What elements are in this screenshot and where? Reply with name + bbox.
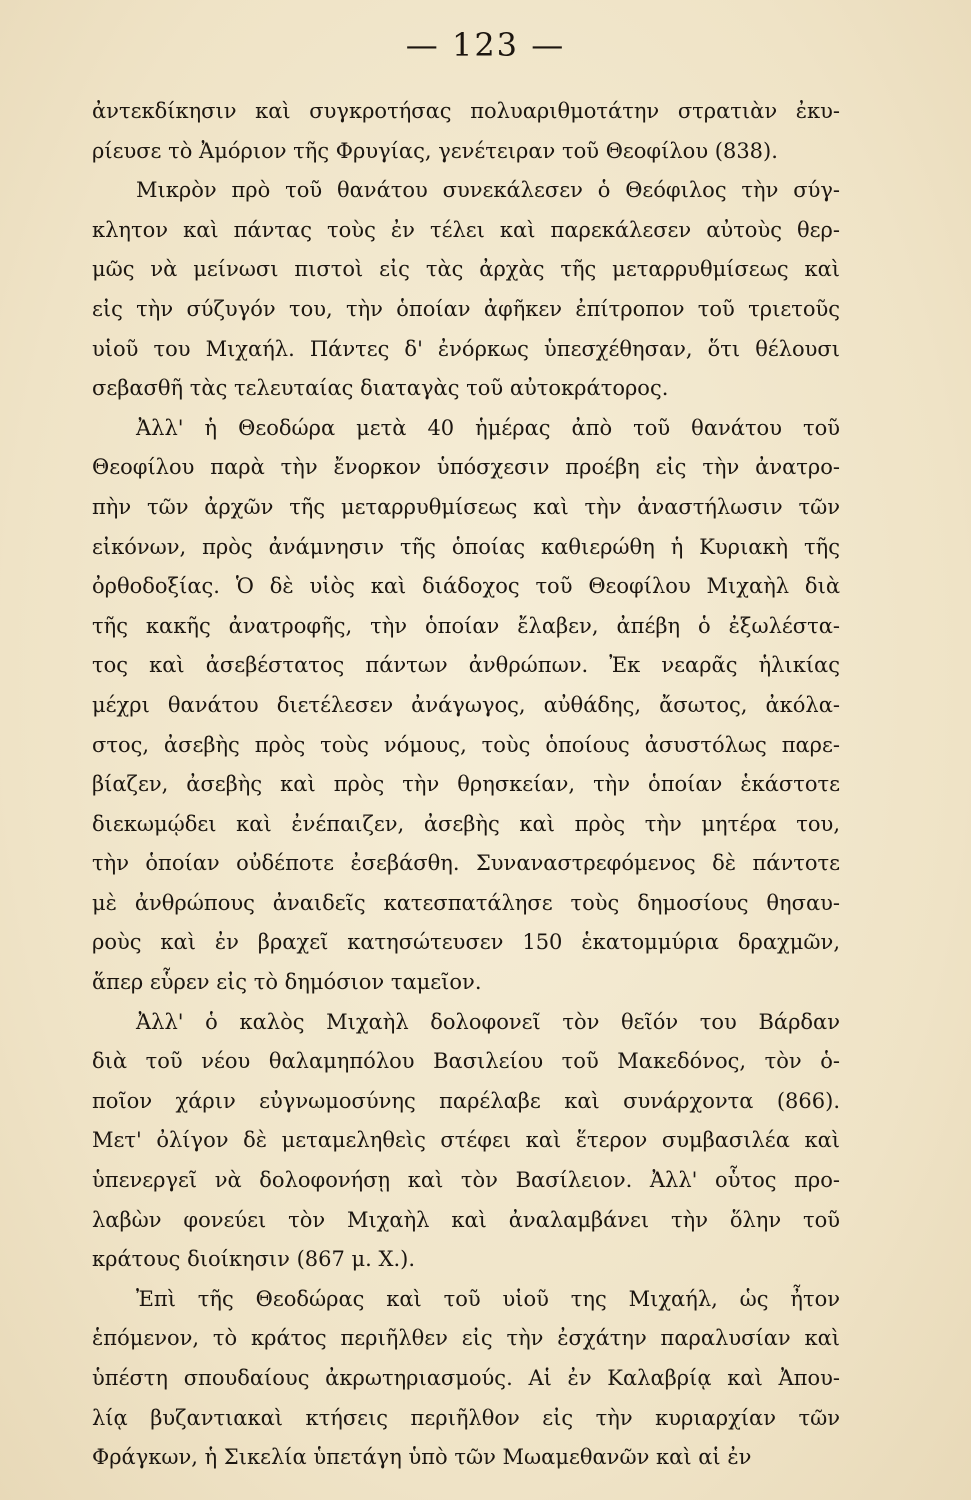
text-line: ὀρθοδοξίας. Ὁ δὲ υἱὸς καὶ διάδοχος τοῦ Θεοφίλου Μιχαὴλ διὰ <box>92 574 840 599</box>
text-line: ρίευσε τὸ Ἀμόριον τῆς Φρυγίας, γενέτειραν τοῦ Θεοφίλου (838). <box>92 138 778 163</box>
text-line: μέχρι θανάτου διετέλεσεν ἀνάγωγος, αὐθάδης, ἄσωτος, ἀκόλα- <box>92 692 840 717</box>
text-line: Ἀλλ' ὁ καλὸς Μιχαὴλ δολοφονεῖ τὸν θεῖόν του Βάρδαν <box>136 1009 840 1034</box>
page-number: — 123 — <box>405 26 566 64</box>
text-line: λαβὼν φονεύει τὸν Μιχαὴλ καὶ ἀναλαμβάνει τὴν ὅλην τοῦ <box>92 1207 840 1232</box>
text-line: σεβασθῆ τὰς τελευταίας διαταγὰς τοῦ αὐτοκράτορος. <box>92 376 669 401</box>
text-line: διὰ τοῦ νέου θαλαμηπόλου Βασιλείου τοῦ Μακεδόνος, τὸν ὁ- <box>92 1049 840 1074</box>
text-line: υἱοῦ του Μιχαήλ. Πάντες δ' ἐνόρκως ὑπεσχέθησαν, ὅτι θέλουσι <box>92 336 840 361</box>
paragraph <box>92 171 840 409</box>
text-line: μῶς νὰ μείνωσι πιστοὶ εἰς τὰς ἀρχὰς τῆς μεταρρυθμίσεως καὶ <box>92 257 840 282</box>
text-line: Ἀλλ' ἡ Θεοδώρα μετὰ 40 ἡμέρας ἀπὸ τοῦ θανάτου τοῦ <box>136 415 840 440</box>
paragraph <box>92 409 840 1003</box>
text-line: ποῖον χάριν εὐγνωμοσύνης παρέλαβε καὶ συνάρχοντα (866). <box>92 1088 840 1113</box>
text-line: λίᾳ βυζαντιακαὶ κτήσεις περιῆλθον εἰς τὴν κυριαρχίαν τῶν <box>92 1405 840 1430</box>
text-line: Ἐπὶ τῆς Θεοδώρας καὶ τοῦ υἱοῦ της Μιχαήλ, ὡς ἦτον <box>136 1286 840 1311</box>
text-line: ὑπέστη σπουδαίους ἀκρωτηριασμούς. Αἱ ἐν Καλαβρίᾳ καὶ Ἀπου- <box>92 1366 840 1390</box>
paragraph <box>92 92 840 171</box>
text-line: τῆς κακῆς ἀνατροφῆς, τὴν ὁποίαν ἔλαβεν, ἀπέβη ὁ ἐξωλέστα- <box>92 613 840 638</box>
text-line: διεκωμῴδει καὶ ἐνέπαιζεν, ἀσεβὴς καὶ πρὸς τὴν μητέρα του, <box>92 811 840 836</box>
body-text <box>92 92 840 1478</box>
text-line: βίαζεν, ἀσεβὴς καὶ πρὸς τὴν θρησκείαν, τὴν ὁποίαν ἑκάστοτε <box>92 772 840 797</box>
text-line: ἅπερ εὗρεν εἰς τὸ δημόσιον ταμεῖον. <box>92 970 482 995</box>
text-line: Φράγκων, ἡ Σικελία ὑπετάγη ὑπὸ τῶν Μωαμεθανῶν καὶ αἱ ἐν <box>92 1445 752 1470</box>
text-line: Μετ' ὀλίγον δὲ μεταμεληθεὶς στέφει καὶ ἕτερον συμβασιλέα καὶ <box>92 1128 840 1153</box>
paragraph <box>92 1003 840 1280</box>
text-line: ροὺς καὶ ἐν βραχεῖ κατησώτευσεν 150 ἑκατομμύρια δραχμῶν, <box>92 930 840 955</box>
text-line: πὴν τῶν ἀρχῶν τῆς μεταρρυθμίσεως καὶ τὴν ἀναστήλωσιν τῶν <box>92 494 840 519</box>
text-line: ἀντεκδίκησιν καὶ συγκροτήσας πολυαριθμοτάτην στρατιὰν ἐκυ- <box>92 99 840 123</box>
text-line: τος καὶ ἀσεβέστατος πάντων ἀνθρώπων. Ἐκ νεαρᾶς ἡλικίας <box>92 653 840 678</box>
paragraph <box>92 1280 840 1478</box>
text-line: ὑπενεργεῖ νὰ δολοφονήσῃ καὶ τὸν Βασίλειον. Ἀλλ' οὗτος προ- <box>92 1168 840 1193</box>
text-line: τὴν ὁποίαν οὐδέποτε ἐσεβάσθη. Συναναστρεφόμενος δὲ πάντοτε <box>92 851 840 876</box>
text-line: στος, ἀσεβὴς πρὸς τοὺς νόμους, τοὺς ὁποίους ἀσυστόλως παρε- <box>92 732 840 757</box>
text-line: Θεοφίλου παρὰ τὴν ἔνορκον ὑπόσχεσιν προέβη εἰς τὴν ἀνατρο- <box>92 455 840 480</box>
text-line: εἰκόνων, πρὸς ἀνάμνησιν τῆς ὁποίας καθιερώθη ἡ Κυριακὴ τῆς <box>92 534 840 559</box>
text-line: κράτους διοίκησιν (867 μ. Χ.). <box>92 1247 416 1272</box>
text-line: εἰς τὴν σύζυγόν του, τὴν ὁποίαν ἀφῆκεν ἐπίτροπον τοῦ τριετοῦς <box>92 296 840 321</box>
text-line: Μικρὸν πρὸ τοῦ θανάτου συνεκάλεσεν ὁ Θεόφιλος τὴν σύγ- <box>136 178 840 203</box>
text-line: ἑπόμενον, τὸ κράτος περιῆλθεν εἰς τὴν ἐσχάτην παραλυσίαν καὶ <box>92 1326 840 1351</box>
text-line: μὲ ἀνθρώπους ἀναιδεῖς κατεσπατάλησε τοὺς δημοσίους θησαυ- <box>92 890 840 915</box>
text-line: κλητον καὶ πάντας τοὺς ἐν τέλει καὶ παρεκάλεσεν αὐτοὺς θερ- <box>92 217 840 242</box>
